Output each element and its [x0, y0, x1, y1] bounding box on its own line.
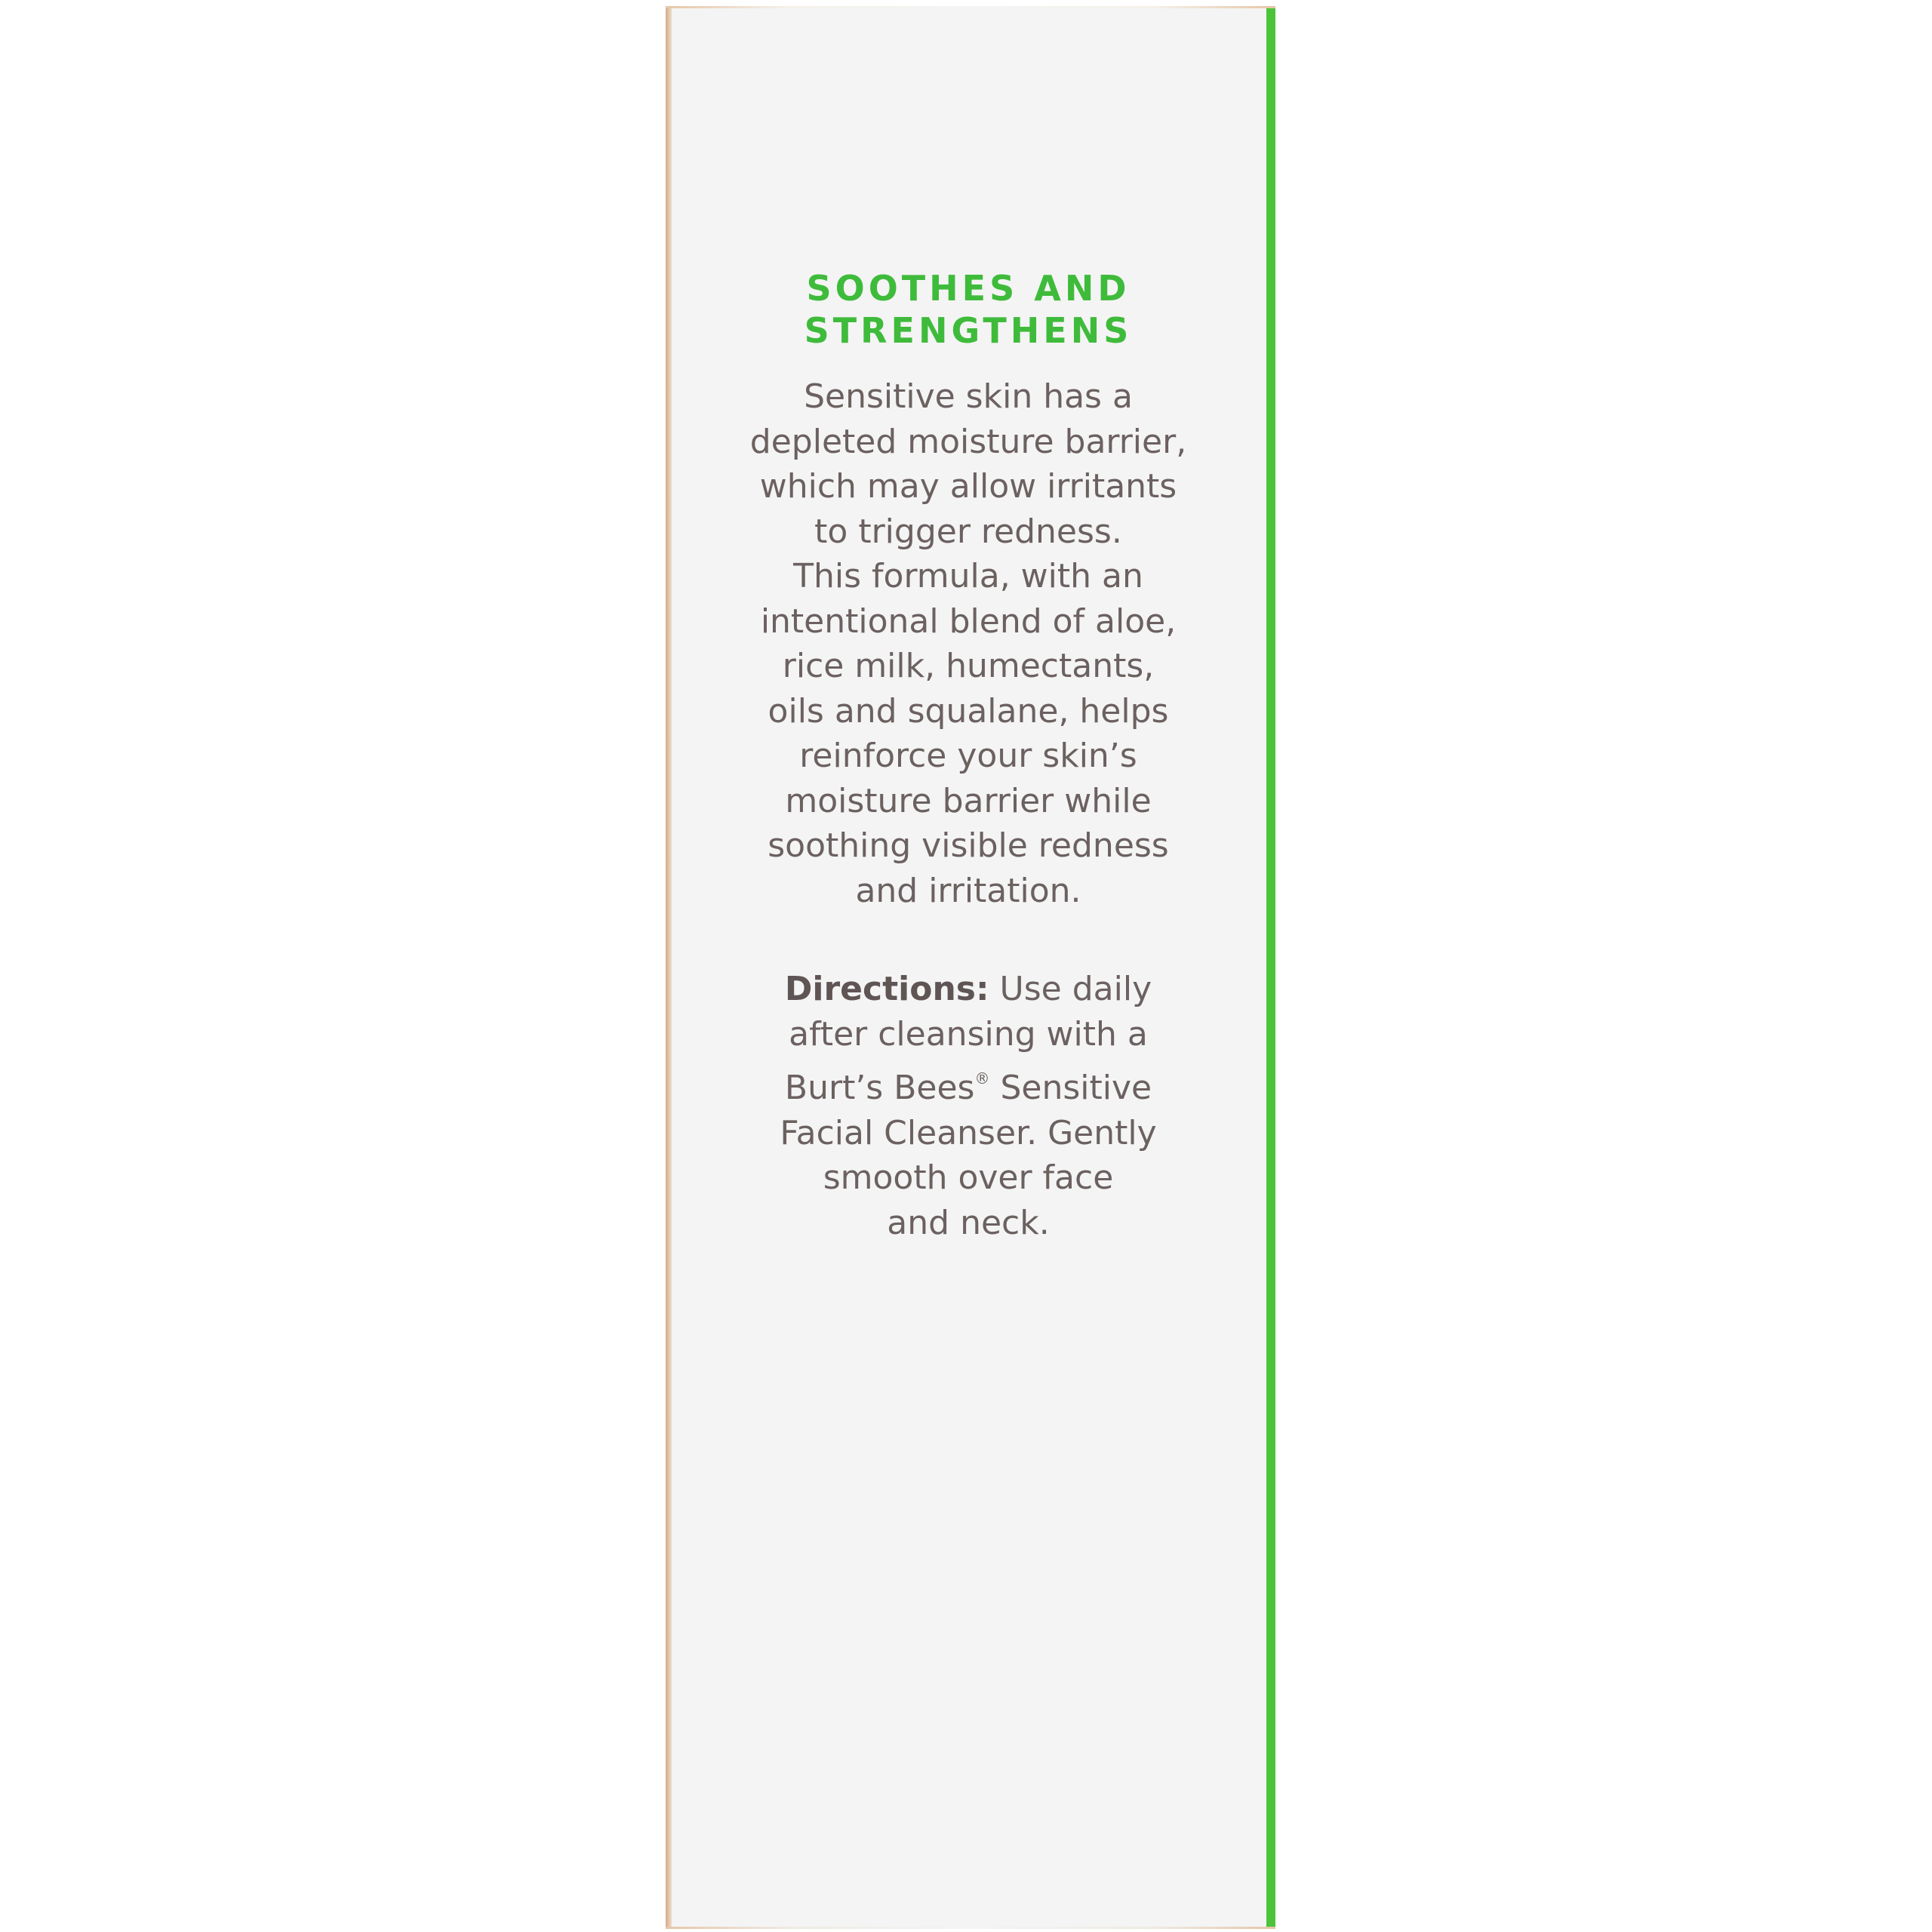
- box-bottom-edge: [666, 1927, 1275, 1929]
- headline: [711, 267, 1226, 352]
- directions-paragraph: [711, 967, 1226, 1245]
- description-line: oils and squalane, helps: [768, 691, 1169, 731]
- directions-line: [711, 1057, 1226, 1111]
- directions-line: smooth over face: [823, 1158, 1114, 1197]
- description-line: rice milk, humectants,: [782, 647, 1155, 685]
- description-line: soothing visible redness: [768, 826, 1169, 865]
- brand-name: Burt’s Bees: [784, 1069, 975, 1107]
- registered-mark: ®: [974, 1069, 990, 1088]
- description-line: reinforce your skin’s: [799, 737, 1137, 775]
- directions-text: Sensitive: [989, 1069, 1152, 1107]
- description-line: moisture barrier while: [785, 781, 1152, 820]
- description-paragraph: [711, 374, 1226, 913]
- description-line: to trigger redness.: [814, 512, 1122, 551]
- product-box-panel: [666, 6, 1275, 1929]
- description-line: which may allow irritants: [759, 467, 1177, 506]
- box-top-edge: [666, 6, 1275, 8]
- description-line: This formula, with an: [793, 557, 1143, 595]
- directions-text: Use daily: [989, 970, 1152, 1008]
- description-line: Sensitive skin has a: [804, 377, 1133, 416]
- directions-label: Directions:: [784, 970, 989, 1008]
- directions-line: and neck.: [887, 1203, 1050, 1242]
- directions-line: [711, 967, 1226, 1012]
- description-line: and irritation.: [855, 871, 1081, 910]
- description-line: depleted moisture barrier,: [749, 422, 1187, 461]
- headline-line: STRENGTHENS: [804, 310, 1133, 351]
- directions-line: after cleansing with a: [789, 1014, 1148, 1054]
- box-left-edge: [666, 6, 672, 1929]
- headline-line: SOOTHES AND: [806, 268, 1131, 309]
- box-right-edge-green: [1266, 6, 1275, 1929]
- panel-copy: [711, 267, 1226, 1245]
- directions-line: Facial Cleanser. Gently: [780, 1113, 1157, 1152]
- description-line: intentional blend of aloe,: [760, 601, 1177, 641]
